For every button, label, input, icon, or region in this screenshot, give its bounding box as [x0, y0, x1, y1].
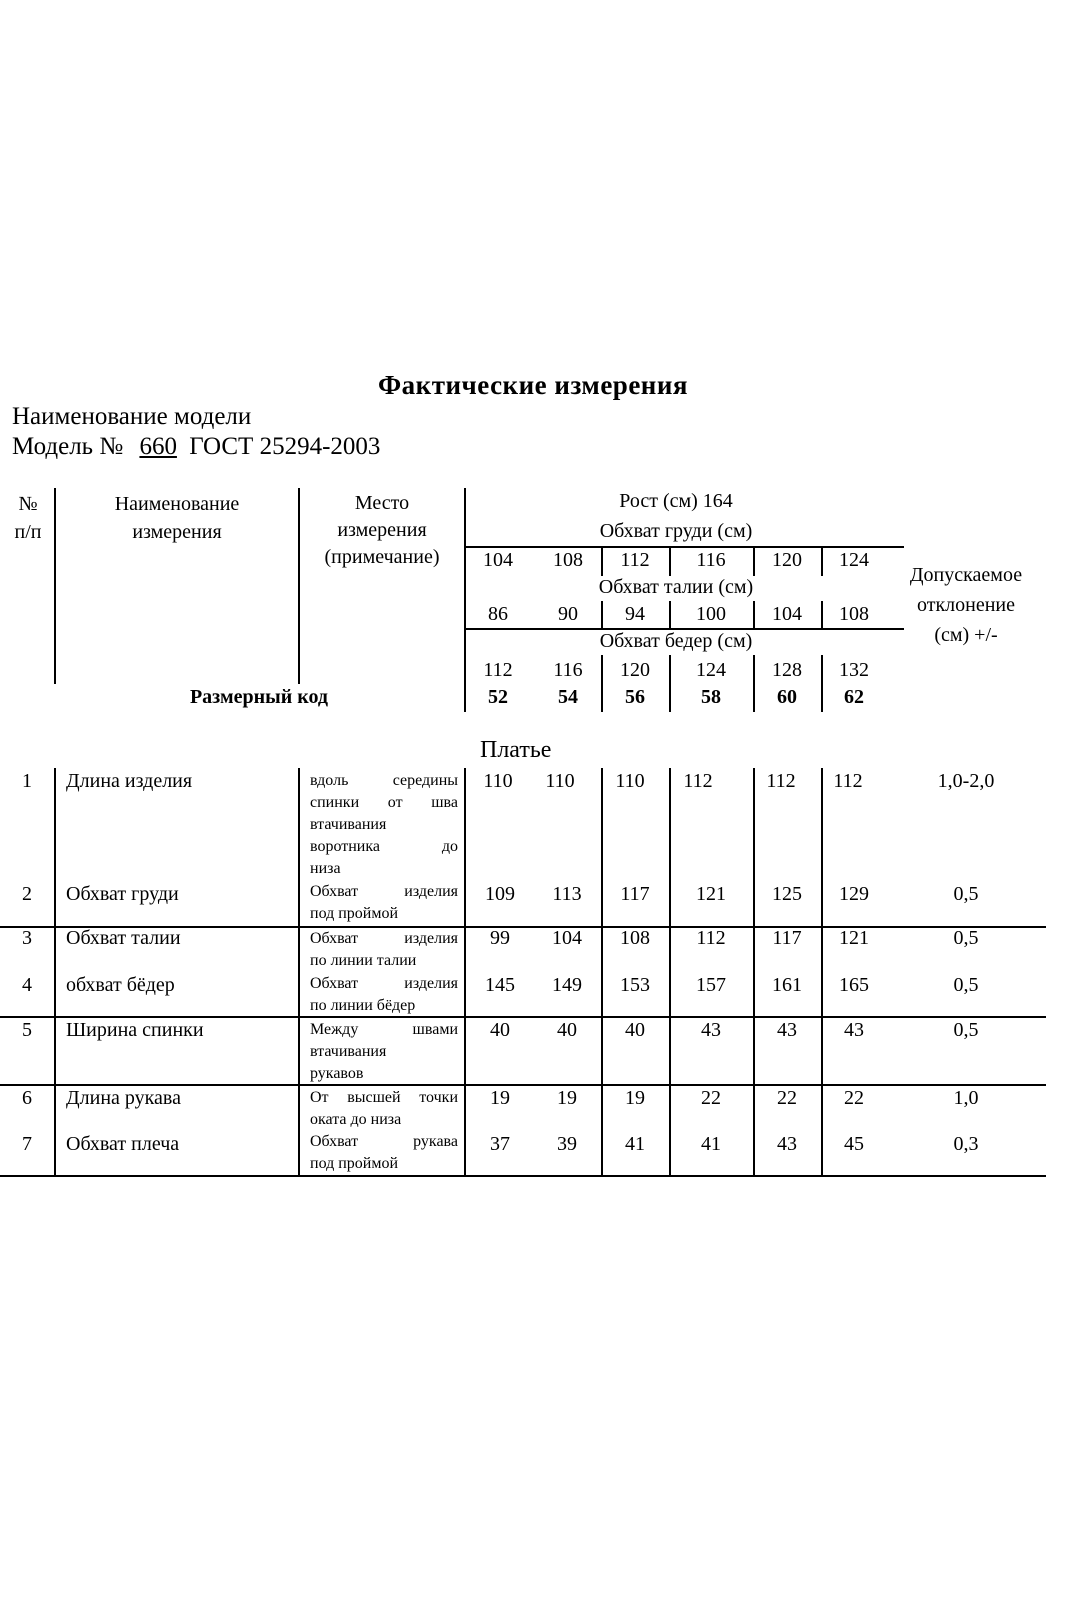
header-chest-label: Обхват груди (см): [599, 520, 753, 542]
row-name: Ширина спинки: [66, 1019, 204, 1041]
chest-value: 124: [839, 549, 869, 571]
size-code: 58: [701, 686, 721, 708]
model-line: [12, 433, 380, 461]
row-tolerance: 0,5: [953, 1019, 979, 1041]
row-value: 43: [777, 1019, 797, 1041]
row-value: 157: [696, 974, 726, 996]
hips-value: 132: [839, 659, 869, 681]
waist-value: 86: [488, 603, 508, 625]
row-value: 112: [696, 927, 726, 949]
row-value: 112: [833, 770, 863, 792]
row-value: 43: [777, 1133, 797, 1155]
row-number: 2: [22, 883, 32, 905]
row-value: 110: [483, 770, 513, 792]
row-value: 99: [490, 927, 510, 949]
row-value: 145: [485, 974, 515, 996]
model-number: 660: [139, 433, 177, 460]
row-value: 121: [696, 883, 726, 905]
row-value: 40: [490, 1019, 510, 1041]
row-value: 121: [839, 927, 869, 949]
row-name: Длина рукава: [66, 1087, 181, 1109]
row-name: Длина изделия: [66, 770, 193, 792]
size-code-label: Размерный код: [189, 686, 329, 708]
row-tolerance: 0,5: [953, 974, 979, 996]
row-number: 1: [22, 770, 32, 792]
size-code: 56: [625, 686, 645, 708]
row-number: 6: [22, 1087, 32, 1109]
size-code: 60: [777, 686, 797, 708]
row-value: 113: [552, 883, 582, 905]
row-value: 22: [777, 1087, 797, 1109]
row-value: 129: [839, 883, 869, 905]
row-note: Обхват изделия под проймой: [310, 883, 458, 922]
section-title: Платье: [480, 737, 552, 763]
chest-value: 120: [772, 549, 802, 571]
row-number: 7: [22, 1133, 32, 1155]
row-value: 39: [557, 1133, 577, 1155]
waist-value: 104: [772, 603, 802, 625]
row-note: Обхват рукава под проймой: [310, 1133, 458, 1172]
header-waist-label: Обхват талии (см): [598, 576, 754, 598]
row-value: 117: [772, 927, 802, 949]
chest-value: 116: [696, 549, 726, 571]
header-tolerance: Допускаемое отклонение (см) +/-: [909, 564, 1023, 646]
waist-value: 100: [696, 603, 726, 625]
row-value: 40: [557, 1019, 577, 1041]
row-value: 41: [625, 1133, 645, 1155]
waist-value: 94: [625, 603, 645, 625]
size-code: 54: [558, 686, 578, 708]
row-value: 43: [844, 1019, 864, 1041]
row-value: 110: [545, 770, 575, 792]
header-measure-name: Наименование измерения: [114, 493, 240, 543]
row-value: 45: [844, 1133, 864, 1155]
row-note: Между швами втачивания рукавов: [310, 1021, 458, 1082]
row-value: 149: [552, 974, 582, 996]
row-value: 109: [485, 883, 515, 905]
waist-value: 90: [558, 603, 578, 625]
row-value: 22: [844, 1087, 864, 1109]
row-note: Обхват изделия по линии талии: [310, 930, 458, 969]
header-height: Рост (см) 164: [619, 490, 733, 512]
hips-value: 112: [483, 659, 513, 681]
row-note: вдоль середины спинки от шва втачивания воротника до низа: [310, 772, 458, 877]
model-prefix: Модель №: [12, 433, 124, 460]
row-note: От высшей точки оката до низа: [310, 1089, 458, 1128]
header-hips-label: Обхват бедер (см): [599, 630, 753, 652]
row-name: Обхват плеча: [66, 1133, 180, 1155]
row-note: Обхват изделия по линии бёдер: [310, 975, 458, 1014]
row-value: 40: [625, 1019, 645, 1041]
row-name: Обхват груди: [66, 883, 179, 905]
size-code: 62: [844, 686, 864, 708]
gost-standard: ГОСТ 25294-2003: [189, 433, 381, 460]
chest-value: 112: [620, 549, 650, 571]
chest-value: 108: [553, 549, 583, 571]
row-value: 41: [701, 1133, 721, 1155]
row-tolerance: 0,3: [953, 1133, 979, 1155]
hips-value: 120: [620, 659, 650, 681]
row-value: 43: [701, 1019, 721, 1041]
row-value: 117: [620, 883, 650, 905]
header-measure-place: Место измерения (примечание): [324, 492, 440, 568]
header-number-col: № п/п: [14, 493, 42, 543]
row-value: 110: [615, 770, 645, 792]
hips-value: 116: [553, 659, 583, 681]
row-value: 161: [772, 974, 802, 996]
hips-value: 128: [772, 659, 802, 681]
size-code: 52: [488, 686, 508, 708]
row-value: 112: [766, 770, 796, 792]
row-value: 153: [620, 974, 650, 996]
chest-value: 104: [483, 549, 513, 571]
row-number: 5: [22, 1019, 32, 1041]
row-name: Обхват талии: [66, 927, 181, 949]
row-name: обхват бёдер: [66, 974, 175, 996]
row-value: 125: [772, 883, 802, 905]
row-number: 4: [22, 974, 32, 996]
row-tolerance: 0,5: [953, 927, 979, 949]
row-value: 165: [839, 974, 869, 996]
row-value: 19: [557, 1087, 577, 1109]
row-tolerance: 0,5: [953, 883, 979, 905]
row-value: 104: [552, 927, 582, 949]
hips-value: 124: [696, 659, 726, 681]
row-value: 112: [683, 770, 713, 792]
row-value: 22: [701, 1087, 721, 1109]
row-value: 19: [490, 1087, 510, 1109]
row-value: 37: [490, 1133, 510, 1155]
row-tolerance: 1,0-2,0: [937, 770, 995, 792]
waist-value: 108: [839, 603, 869, 625]
page-title: Фактические измерения: [377, 370, 689, 400]
row-tolerance: 1,0: [953, 1087, 979, 1109]
row-value: 19: [625, 1087, 645, 1109]
model-name-label: Наименование модели: [12, 403, 252, 430]
row-value: 108: [620, 927, 650, 949]
row-number: 3: [22, 927, 32, 949]
